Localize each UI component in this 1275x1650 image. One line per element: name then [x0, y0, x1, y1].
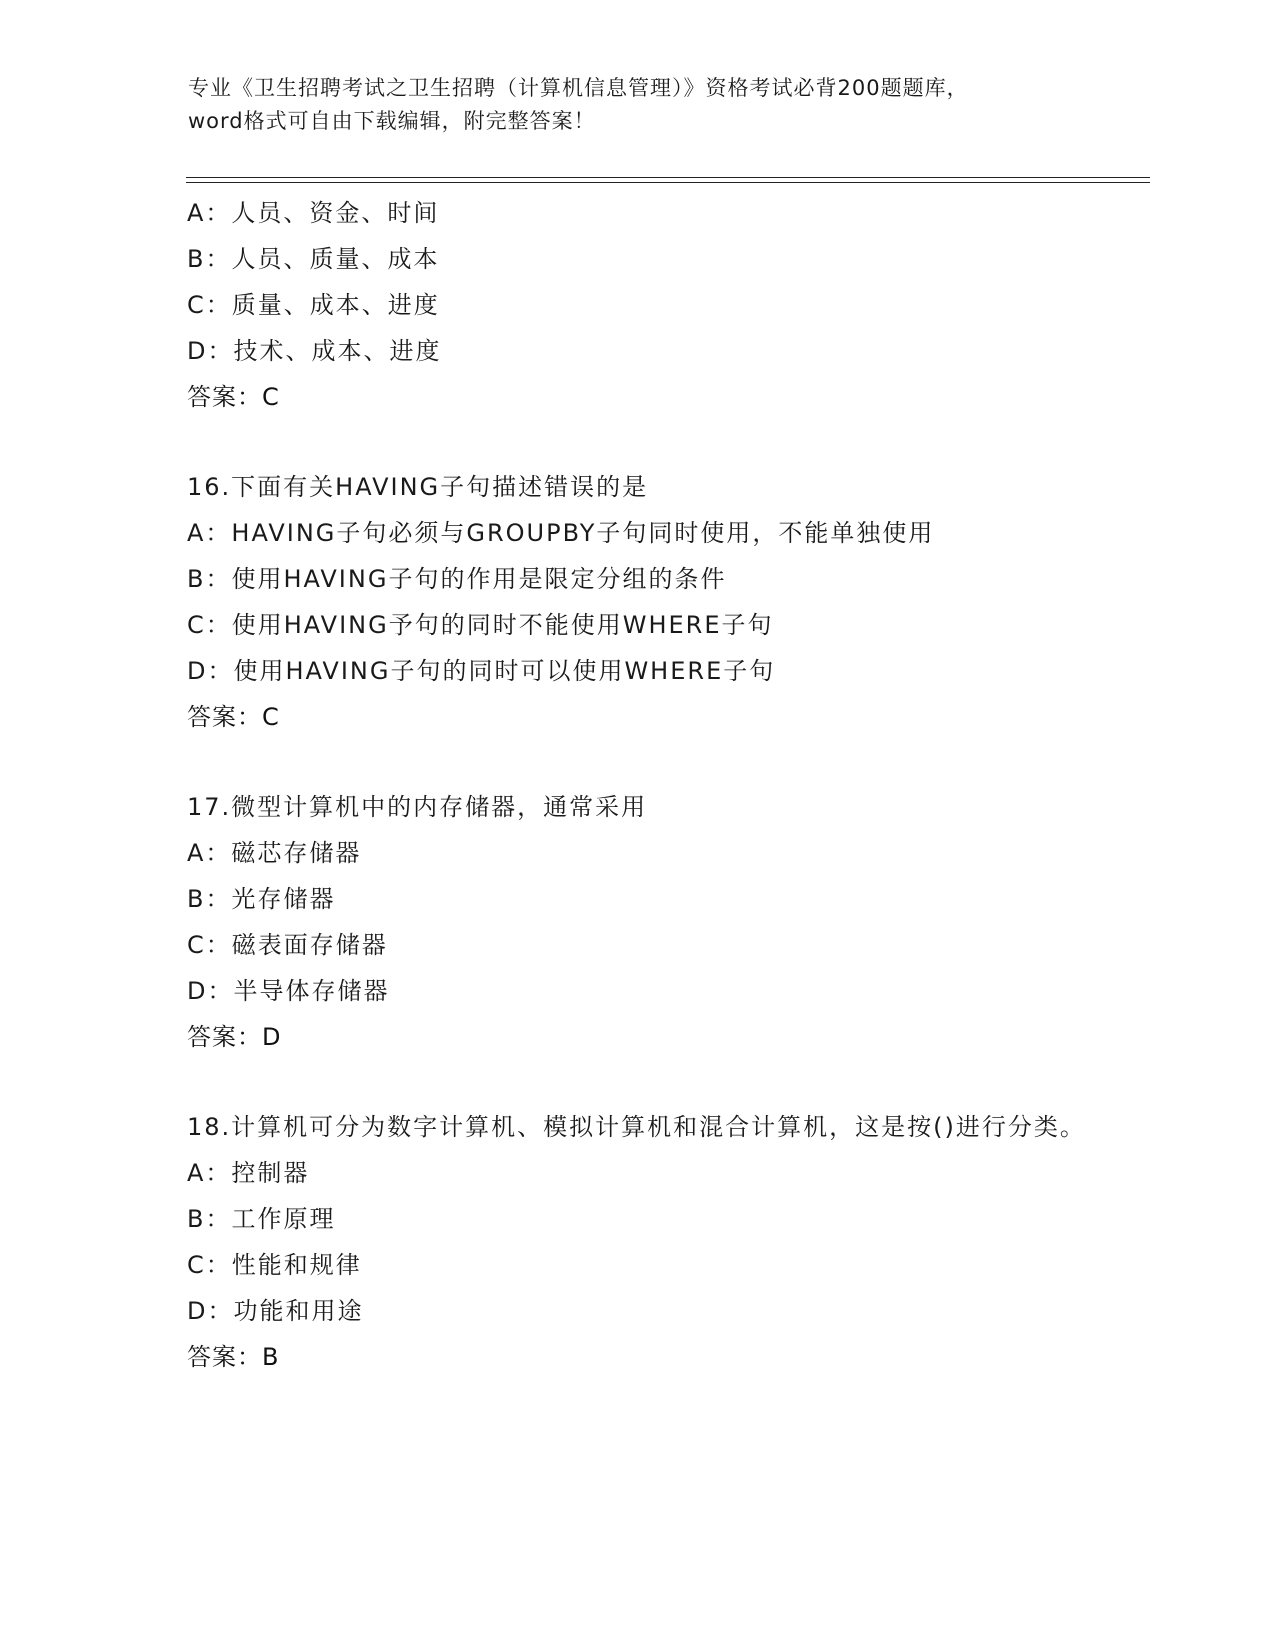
- option-d: D：使用HAVING子句的同时可以使用WHERE子句: [187, 657, 776, 685]
- question-title: 16.下面有关HAVING子句描述错误的是: [187, 473, 649, 501]
- question-block: [187, 190, 1087, 420]
- question-title: 18.计算机可分为数字计算机、模拟计算机和混合计算机，这是按()进行分类。: [187, 1113, 1086, 1141]
- spacer: [187, 420, 1087, 464]
- question-list: [187, 190, 1087, 1380]
- option-a: A：HAVING子句必须与GROUPBY子句同时使用，不能单独使用: [187, 519, 935, 547]
- question-title: 17.微型计算机中的内存储器，通常采用: [187, 793, 648, 821]
- question-block: [187, 464, 1087, 740]
- answer-label: 答案：C: [187, 703, 280, 731]
- option-d: D：功能和用途: [187, 1297, 364, 1325]
- option-c: C：质量、成本、进度: [187, 291, 440, 319]
- question-block: [187, 784, 1087, 1060]
- header-line-1: 专业《卫生招聘考试之卫生招聘（计算机信息管理）》资格考试必背200题题库，: [188, 76, 969, 100]
- answer-label: 答案：C: [187, 383, 280, 411]
- option-a: A：磁芯存储器: [187, 839, 362, 867]
- option-b: B：工作原理: [187, 1205, 336, 1233]
- option-a: A：控制器: [187, 1159, 310, 1187]
- answer-label: 答案：D: [187, 1023, 282, 1051]
- header-line-2: word格式可自由下载编辑，附完整答案！: [188, 109, 596, 133]
- header-rule-bottom: [186, 182, 1150, 183]
- option-b: B：使用HAVING子句的作用是限定分组的条件: [187, 565, 727, 593]
- header-rule-top: [186, 177, 1150, 178]
- option-c: C：磁表面存储器: [187, 931, 388, 959]
- spacer: [187, 740, 1087, 784]
- question-block: [187, 1104, 1087, 1380]
- option-a: A：人员、资金、时间: [187, 199, 440, 227]
- option-d: D：技术、成本、进度: [187, 337, 442, 365]
- option-c: C：性能和规律: [187, 1251, 362, 1279]
- option-b: B：光存储器: [187, 885, 336, 913]
- option-c: C：使用HAVING予句的同时不能使用WHERE子句: [187, 611, 774, 639]
- option-d: D：半导体存储器: [187, 977, 390, 1005]
- spacer: [187, 1060, 1087, 1104]
- document-header: [188, 72, 1088, 138]
- option-b: B：人员、质量、成本: [187, 245, 440, 273]
- answer-label: 答案：B: [187, 1343, 280, 1371]
